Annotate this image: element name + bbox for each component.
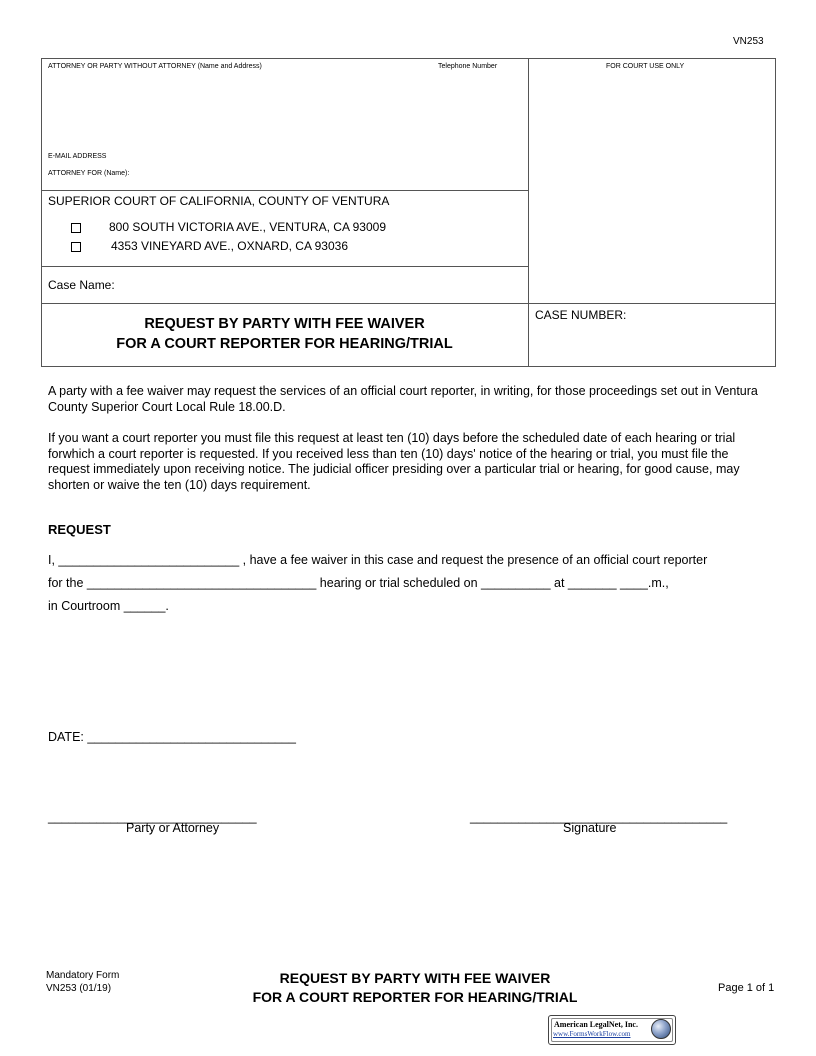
form-title-line-2: FOR A COURT REPORTER FOR HEARING/TRIAL [116, 336, 453, 352]
party-or-attorney-label: Party or Attorney [126, 821, 220, 835]
page-number: Page 1 of 1 [718, 982, 775, 994]
address-ventura: 800 SOUTH VICTORIA AVE., VENTURA, CA 93009 [109, 220, 386, 234]
request-heading: REQUEST [48, 522, 111, 537]
oxnard-checkbox[interactable] [71, 242, 81, 252]
logo-website-link[interactable]: www.FormsWorkFlow.com [553, 1030, 631, 1038]
request-line-2: for the _________________________________ hearing or trial scheduled on __________ at _______ ____.m., [48, 576, 669, 590]
caption-divider-casename [41, 303, 776, 304]
footer-title [200, 969, 630, 1007]
instructions-paragraph-2: If you want a court reporter you must file this request at least ten (10) days before the scheduled date of each hearing or trial forwhich a court reporter is requested. If you received less than ten (10) days' notice of the hearing or trial, you must file the request immediately upon receiving notice. The judicial officer presiding over a particular trial or hearing, for good cause, may shorten or waive the ten (10) days requirement. [48, 431, 740, 492]
case-number-label: CASE NUMBER: [535, 308, 627, 322]
signature-line: _____________________________________ [470, 810, 728, 824]
caption-divider-court [41, 266, 528, 267]
request-line-1: I, __________________________ , have a fee waiver in this case and request the presence of an official court reporter [48, 553, 708, 567]
mandatory-form-label: Mandatory Form [46, 970, 120, 981]
form-title-line-1: REQUEST BY PARTY WITH FEE WAIVER [144, 316, 425, 332]
instructions-paragraph-1: A party with a fee waiver may request the services of an official court reporter, in writing, for those proceedings set out in Ventura County Superior Court Local Rule 18.00.D. [48, 384, 758, 414]
globe-icon [651, 1019, 671, 1039]
date-line: DATE: ______________________________ [48, 730, 296, 744]
telephone-label: Telephone Number [438, 63, 498, 70]
court-use-label: FOR COURT USE ONLY [606, 63, 685, 70]
form-code: VN253 [733, 36, 764, 47]
american-legalnet-logo[interactable] [548, 1015, 676, 1045]
footer-title-line-1: REQUEST BY PARTY WITH FEE WAIVER [279, 970, 551, 986]
ventura-checkbox[interactable] [71, 223, 81, 233]
email-label: E-MAIL ADDRESS [48, 153, 107, 160]
party-signature-line: ______________________________ [48, 810, 257, 824]
attorney-label: ATTORNEY OR PARTY WITHOUT ATTORNEY (Name and Address) [48, 63, 262, 70]
caption-divider-attorney [41, 190, 528, 191]
form-revision: VN253 (01/19) [46, 983, 112, 994]
footer-title-line-2: FOR A COURT REPORTER FOR HEARING/TRIAL [252, 989, 578, 1005]
form-title [41, 314, 528, 354]
case-name-label: Case Name: [48, 278, 115, 292]
request-line-3: in Courtroom ______. [48, 599, 169, 613]
court-name: SUPERIOR COURT OF CALIFORNIA, COUNTY OF VENTURA [48, 194, 390, 208]
signature-label: Signature [563, 821, 617, 835]
logo-company-name: American LegalNet, Inc. [554, 1020, 638, 1029]
attorney-for-label: ATTORNEY FOR (Name): [48, 170, 130, 177]
caption-divider-vertical [528, 58, 529, 367]
address-oxnard: 4353 VINEYARD AVE., OXNARD, CA 93036 [111, 239, 348, 253]
